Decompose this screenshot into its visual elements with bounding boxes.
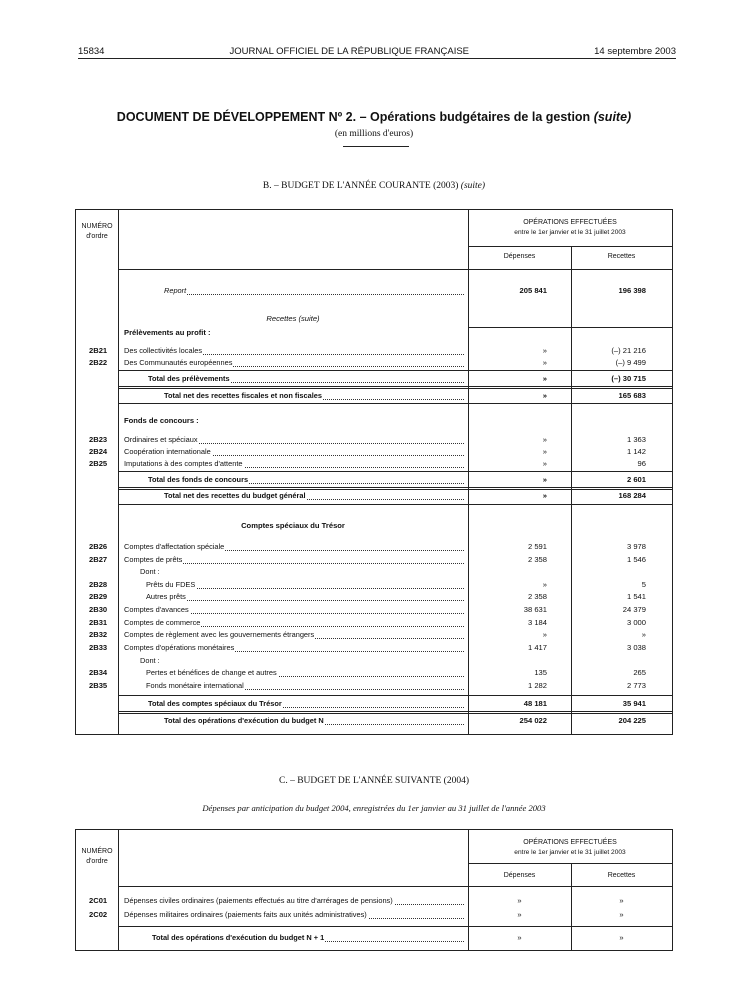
recettes-value: 3 038: [626, 643, 646, 652]
depenses-value: »: [517, 933, 522, 942]
fonds-label-text: Ordinaires et spéciaux: [124, 435, 198, 444]
compte-label-text: Comptes d'affectation spéciale: [124, 542, 225, 551]
row-number: 2B33: [89, 643, 108, 652]
row-number: 2B29: [89, 592, 108, 601]
compte-label: [146, 580, 464, 591]
depense-label-text: Dépenses militaires ordinaires (paiements faits aux unités administratives): [124, 910, 367, 919]
fonds-label: [124, 435, 464, 446]
total-prelevements-label-text: Total des prélèvements: [148, 374, 230, 383]
recettes-value: 35 941: [622, 699, 646, 708]
depenses-value: 205 841: [519, 286, 547, 295]
compte-label-text: Fonds monétaire international: [146, 680, 244, 690]
depense-label-text: Dépenses civiles ordinaires (paiements effectués au titre d'arrérages de pensions): [124, 896, 393, 905]
column-rule: [571, 246, 572, 734]
row-rule: [118, 886, 672, 887]
depenses-value: 48 181: [523, 699, 547, 708]
depenses-value: 3 184: [527, 617, 547, 627]
depenses-value: »: [542, 491, 547, 500]
journal-title: JOURNAL OFFICIEL DE LA RÉPUBLIQUE FRANÇAISE: [229, 46, 470, 57]
row-rule: [118, 471, 672, 472]
depenses-value: 1 417: [527, 643, 547, 652]
depenses-value: »: [542, 374, 547, 383]
recettes-value: 3 978: [626, 542, 646, 551]
row-number: 2B25: [89, 459, 108, 468]
recettes-value: 1 541: [626, 592, 646, 601]
fonds-label-text: Imputations à des comptes d'attente: [124, 459, 243, 468]
row-number: 2B35: [89, 680, 108, 690]
depenses-value: »: [542, 630, 547, 639]
depenses-value: »: [542, 459, 547, 468]
col-depenses-header: Dépenses: [503, 253, 536, 260]
report-label-text: Report: [164, 286, 187, 295]
leader-dots: [146, 600, 464, 601]
col-num-header-sub: d'ordre: [86, 233, 108, 240]
compte-label: [146, 681, 464, 692]
fonds-heading: Fonds de concours :: [124, 416, 199, 425]
double-rule: [118, 711, 672, 714]
compte-label-text: Comptes d'avances: [124, 605, 189, 614]
compte-label: [124, 555, 464, 566]
depenses-value: 2 358: [527, 592, 547, 601]
section-c-subheading: Dépenses par anticipation du budget 2004, enregistrées du 1er janvier au 31 juillet de l'année 2003: [202, 803, 546, 813]
total-execution-label: [164, 716, 464, 727]
compte-label: [124, 542, 464, 553]
recettes-value: »: [619, 896, 624, 905]
total-comptes-speciaux-label-text: Total des comptes spéciaux du Trésor: [148, 699, 282, 708]
recettes-value: 2 773: [626, 680, 646, 690]
prelevement-label-text: Des collectivités locales: [124, 346, 203, 355]
prelevements-heading: Prélèvements au profit :: [124, 328, 211, 337]
recettes-value: 168 284: [618, 491, 646, 500]
prelevement-label: [124, 358, 464, 369]
recettes-value: 96: [637, 459, 646, 468]
comptes-speciaux-heading: Comptes spéciaux du Trésor: [241, 521, 345, 530]
document-subtitle: (en millions d'euros): [334, 129, 414, 139]
ops-header: OPÉRATIONS EFFECTUÉES: [523, 839, 617, 846]
section-b-heading-suffix: (suite): [460, 181, 486, 191]
row-rule: [118, 695, 672, 696]
total-execution-label-text: Total des opérations d'exécution du budget N: [164, 716, 324, 725]
compte-label-text: Comptes de prêts: [124, 554, 183, 564]
recettes-value: 24 379: [622, 605, 646, 614]
section-b-heading: [0, 181, 748, 191]
ops-header-sub: entre le 1er janvier et le 31 juillet 2003: [514, 849, 626, 856]
row-number: 2B27: [89, 554, 108, 564]
recettes-value: 204 225: [618, 716, 646, 725]
ops-header: OPÉRATIONS EFFECTUÉES: [523, 219, 617, 226]
section-c-heading: C. – BUDGET DE L'ANNÉE SUIVANTE (2004): [278, 776, 470, 786]
ops-header-sub: entre le 1er janvier et le 31 juillet 2003: [514, 229, 626, 236]
row-number: 2B31: [89, 617, 108, 627]
row-number: 2C01: [89, 896, 108, 905]
table-budget-suivant: [75, 829, 673, 951]
compte-label-text: Comptes de commerce: [124, 617, 201, 627]
compte-label-text: Prêts du FDES: [146, 579, 196, 589]
compte-label: [124, 618, 464, 629]
recettes-value: 265: [633, 668, 646, 677]
compte-label-text: Dont :: [140, 567, 160, 576]
column-rule: [118, 210, 119, 734]
recettes-value: 2 601: [626, 475, 646, 484]
recettes-value: 3 000: [626, 617, 646, 627]
row-number: 2B21: [89, 346, 108, 355]
row-rule: [118, 926, 672, 927]
col-recettes-header: Recettes: [607, 872, 636, 879]
subtitle-rule: [343, 146, 409, 147]
total-fonds-label-text: Total des fonds de concours: [148, 475, 249, 484]
recettes-value: 1 142: [626, 447, 646, 456]
recettes-value: »: [619, 910, 624, 919]
depenses-value: »: [517, 896, 522, 905]
depenses-value: »: [542, 346, 547, 355]
row-number: 2B23: [89, 435, 108, 444]
page-number: 15834: [78, 46, 105, 57]
compte-label: [140, 567, 464, 578]
compte-label: [140, 656, 464, 667]
row-number: 2B30: [89, 605, 108, 614]
row-number: 2B22: [89, 358, 108, 367]
double-rule: [118, 386, 672, 389]
row-rule: [118, 370, 672, 371]
col-depenses-header: Dépenses: [503, 872, 536, 879]
table-budget-courant: [75, 209, 673, 735]
prelevement-label-text: Des Communautés européennes: [124, 358, 233, 367]
total-n1-label-text: Total des opérations d'exécution du budget N + 1: [152, 933, 325, 942]
total-net-fiscales-label: [164, 391, 464, 402]
row-number: 2C02: [89, 910, 108, 919]
total-n1-label: [152, 933, 464, 944]
depenses-value: 2 358: [527, 554, 547, 564]
recettes-value: 196 398: [618, 286, 646, 295]
recettes-value: (–) 9 499: [615, 358, 646, 367]
recettes-value: 5: [641, 579, 646, 589]
col-num-header: NUMÉRO: [81, 848, 113, 855]
compte-label-text: Comptes d'opérations monétaires: [124, 643, 235, 652]
header-rule: [78, 58, 676, 59]
compte-label: [146, 668, 464, 679]
page-date: 14 septembre 2003: [594, 46, 676, 57]
depenses-value: »: [517, 910, 522, 919]
row-rule: [468, 863, 672, 864]
recettes-value: (–) 21 216: [611, 346, 646, 355]
prelevement-label: [124, 346, 464, 357]
row-number: 2B34: [89, 668, 108, 677]
report-label: [164, 286, 464, 297]
row-rule: [118, 269, 672, 270]
row-number: 2B24: [89, 447, 108, 456]
compte-label-text: Comptes de règlement avec les gouvernements étrangers: [124, 630, 315, 639]
depenses-value: »: [542, 475, 547, 484]
recettes-value: (–) 30 715: [611, 374, 646, 383]
compte-label: [124, 605, 464, 616]
depenses-value: 1 282: [527, 680, 547, 690]
recettes-value: »: [641, 630, 646, 639]
total-fonds-label: [148, 475, 464, 486]
compte-label: [124, 630, 464, 641]
compte-label-text: Autres prêts: [146, 592, 186, 601]
total-net-general-label-text: Total net des recettes du budget général: [164, 491, 306, 500]
depenses-value: 135: [534, 668, 547, 677]
double-rule: [118, 487, 672, 490]
depenses-value: 254 022: [519, 716, 547, 725]
recettes-value: 1 546: [626, 554, 646, 564]
row-number: 2B28: [89, 579, 108, 589]
compte-label-text: Pertes et bénéfices de change et autres: [146, 668, 277, 677]
compte-label-text: Dont :: [140, 655, 160, 665]
col-recettes-header: Recettes: [607, 253, 636, 260]
row-rule: [118, 504, 672, 505]
total-net-general-label: [164, 491, 464, 502]
row-rule: [118, 403, 672, 404]
recettes-value: 165 683: [618, 391, 646, 400]
recettes-value: 1 363: [626, 435, 646, 444]
row-rule: [468, 246, 672, 247]
col-num-header-sub: d'ordre: [86, 858, 108, 865]
depense-label: [124, 896, 464, 907]
row-rule: [468, 327, 672, 328]
total-prelevements-label: [148, 374, 464, 385]
total-net-fiscales-label-text: Total net des recettes fiscales et non fiscales: [164, 391, 323, 400]
depenses-value: »: [542, 391, 547, 400]
compte-label: [146, 592, 464, 603]
depenses-value: »: [542, 447, 547, 456]
fonds-label-text: Coopération internationale: [124, 447, 211, 456]
page-header: [78, 41, 676, 57]
depenses-value: 2 591: [527, 542, 547, 551]
document-title-suffix: (suite): [593, 110, 632, 124]
row-number: 2B26: [89, 542, 108, 551]
compte-label: [124, 643, 464, 654]
document-title-text: DOCUMENT DE DÉVELOPPEMENT Nº 2. – Opérations budgétaires de la gestion: [116, 110, 591, 124]
recettes-value: »: [619, 933, 624, 942]
recettes-suite-heading: Recettes (suite): [266, 314, 320, 323]
depenses-value: »: [542, 435, 547, 444]
document-title: [0, 110, 748, 124]
column-rule: [118, 830, 119, 950]
leader-dots: [164, 294, 464, 295]
fonds-label: [124, 459, 464, 470]
total-comptes-speciaux-label: [148, 699, 464, 710]
depenses-value: 38 631: [523, 605, 547, 614]
section-b-heading-text: B. – BUDGET DE L'ANNÉE COURANTE (2003): [262, 181, 459, 191]
fonds-label: [124, 447, 464, 458]
row-number: 2B32: [89, 630, 108, 639]
col-num-header: NUMÉRO: [81, 223, 113, 230]
depense-label: [124, 910, 464, 921]
depenses-value: »: [542, 579, 547, 589]
depenses-value: »: [542, 358, 547, 367]
